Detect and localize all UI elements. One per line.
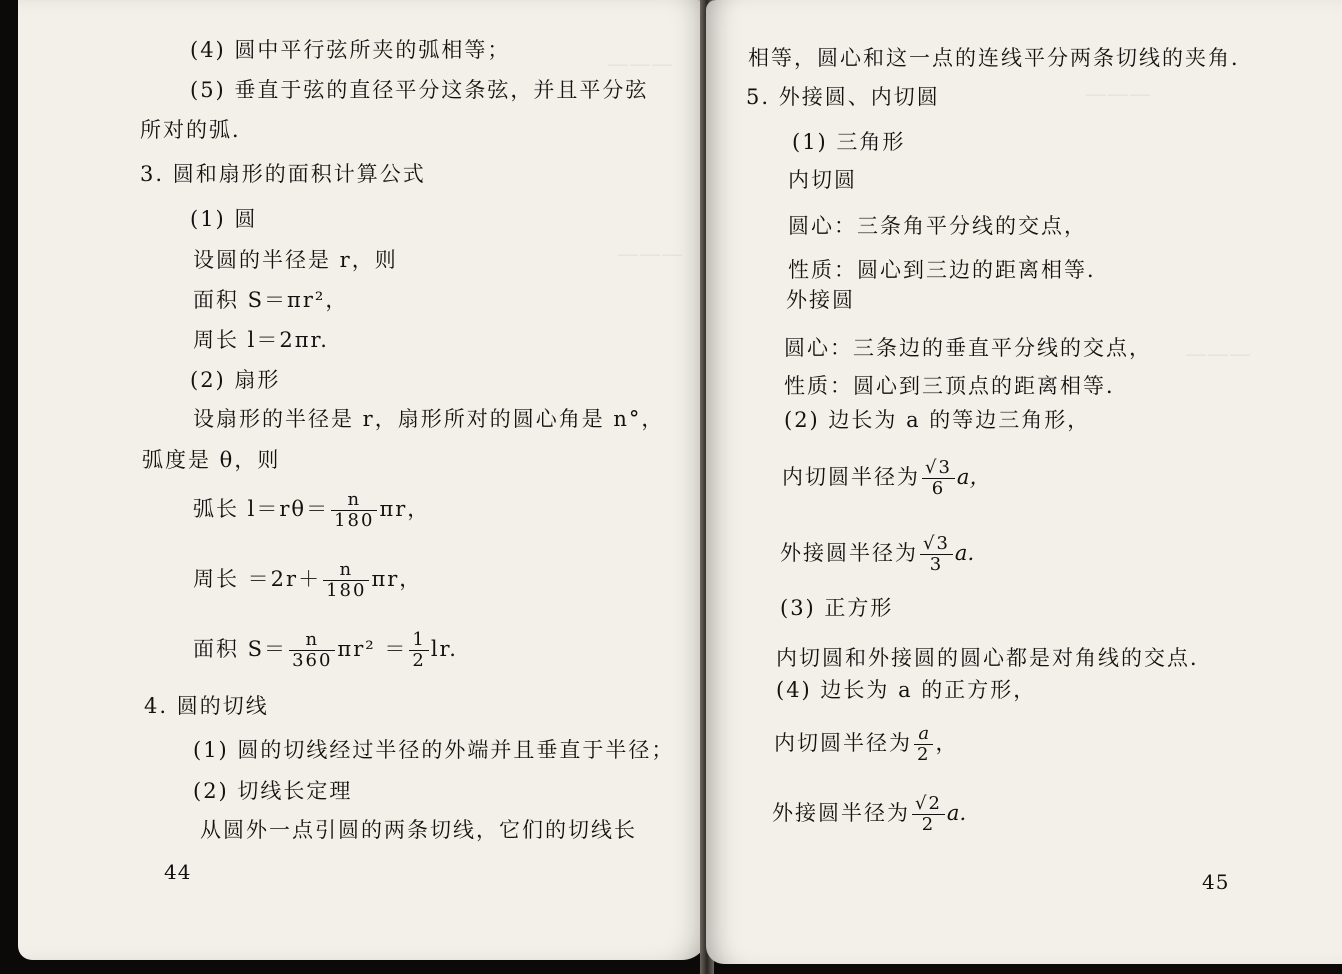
text-line: 从圆外一点引圆的两条切线，它们的切线长 [200,818,637,842]
formula-prefix: 外接圆半径为 [780,541,918,565]
formula-suffix: ， [935,731,959,755]
fraction: $\frac{√2}{2}$ [912,794,945,835]
page-number: 45 [1202,870,1230,894]
bleed-through-text: ＿＿＿ [1186,334,1252,358]
formula-suffix: a， [956,465,991,489]
text-line: (1) 三角形 [792,130,906,154]
bleed-through-text: ＿＿＿ [608,44,674,68]
text-line: (5) 垂直于弦的直径平分这条弦，并且平分弦 [190,78,649,102]
formula-suffix: lr. [430,637,458,661]
bleed-through-text: ＿＿＿ [1086,74,1152,98]
fraction: $\frac{n}{180}$ [331,490,377,531]
bleed-through-text: ＿＿＿ [618,234,684,258]
fraction: $\frac{√3}{3}$ [920,534,953,575]
formula-suffix: πr， [371,567,423,591]
formula-incircle-triangle [782,458,990,499]
formula-incircle-square [774,724,958,765]
formula-mid: πr² ＝ [337,637,408,661]
formula-circle-area: 面积 S＝πr²， [193,288,349,312]
text-line: (1) 圆 [190,207,258,231]
text-line: 内切圆 [788,168,857,192]
formula-suffix: a. [954,541,975,565]
text-line: (2) 扇形 [190,368,281,392]
text-line: 圆心：三条角平分线的交点， [788,214,1087,238]
fraction: $\frac{1}{2}$ [409,630,428,671]
formula-prefix: 弧长 l＝rθ＝ [193,497,330,521]
formula-sector-perimeter [193,560,422,601]
formula-sector-area [193,630,458,671]
section-heading: 4. 圆的切线 [144,694,269,718]
fraction: $\frac{√3}{6}$ [922,458,955,499]
fraction: $\frac{n}{180}$ [323,560,369,601]
text-line: (4) 圆中平行弦所夹的弧相等； [190,38,511,62]
formula-prefix: 内切圆半径为 [774,731,912,755]
fraction: $\frac{n}{360}$ [289,630,335,671]
text-line: (4) 边长为 a 的正方形， [776,678,1037,702]
text-line: 圆心：三条边的垂直平分线的交点， [784,336,1152,360]
text-line: 设扇形的半径是 r，扇形所对的圆心角是 n°， [193,407,665,431]
text-line: 所对的弧． [140,118,255,142]
fraction: $\frac{a}{2}$ [914,724,933,765]
formula-suffix: πr， [379,497,431,521]
section-heading: 5. 外接圆、内切圆 [746,85,940,109]
text-line: 内切圆和外接圆的圆心都是对角线的交点． [776,646,1213,670]
text-line: 设圆的半径是 r，则 [193,248,398,272]
text-line: (2) 切线长定理 [193,779,353,803]
formula-circumcircle-triangle [780,534,974,575]
text-line: (2) 边长为 a 的等边三角形， [784,408,1091,432]
right-page [706,0,1342,964]
formula-prefix: 周长 ＝2r＋ [193,567,322,591]
text-line: (3) 正方形 [780,596,894,620]
text-line: (1) 圆的切线经过半径的外端并且垂直于半径； [193,738,675,762]
formula-prefix: 外接圆半径为 [772,801,910,825]
text-line: 性质：圆心到三顶点的距离相等． [784,374,1129,398]
text-line: 外接圆 [786,288,855,312]
section-heading: 3. 圆和扇形的面积计算公式 [140,162,426,186]
formula-circumcircle-square [772,794,966,835]
text-line: 相等，圆心和这一点的连线平分两条切线的夹角． [748,46,1254,70]
left-page [18,0,708,960]
formula-prefix: 面积 S＝ [193,637,288,661]
formula-arc-length [193,490,430,531]
page-number: 44 [164,860,192,884]
formula-suffix: a. [946,801,967,825]
formula-circle-perimeter: 周长 l＝2πr. [193,328,329,352]
formula-prefix: 内切圆半径为 [782,465,920,489]
text-line: 弧度是 θ，则 [142,448,281,472]
text-line: 性质：圆心到三边的距离相等． [788,258,1110,282]
